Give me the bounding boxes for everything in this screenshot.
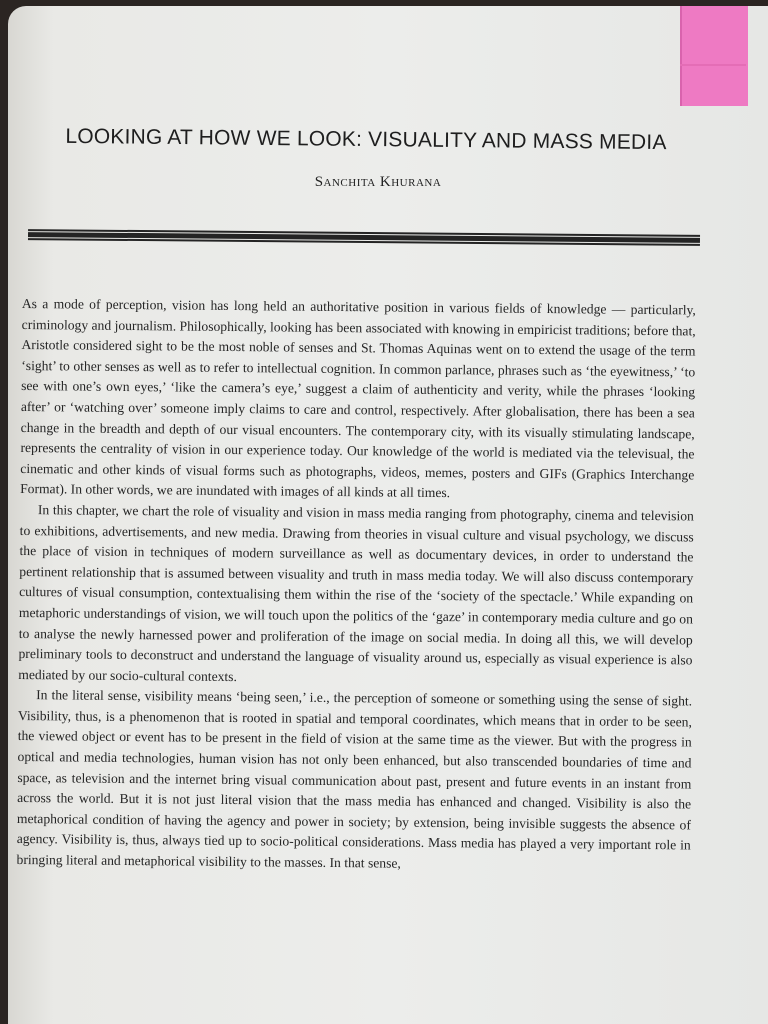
body-paragraph: As a mode of perception, vision has long held an authoritative position in various fields of knowledge — particularly, criminology and journalism. Philosophically, looking has been associated with knowing in empiricist traditions; before that, Aristotle considered sight to be the most noble of senses and St. Thomas Aquinas went on to extend the usage of the term ‘sight’ to other senses as well as to refer to intellectual cognition. In common parlance, phrases such as ‘the eyewitness,’ ‘to see with one’s own eyes,’ ‘like the camera’s eye,’ suggest a claim of authenticity and verity, while the phrases ‘looking after’ or ‘watching over’ someone imply claims to care and control, respectively. After globalisation, there has been a sea change in the breadth and depth of our visual encounters. The contemporary city, with its visually stimulating landscape, represents the centrality of vision in our experience today. Our knowledge of the world is mediated via the televisual, the cinematic and other kinds of visual forms such as photographs, videos, memes, posters and GIFs (Graphics Interchange Format). In other words, we are inundated with images of all kinds at all times. <box>20 295 696 501</box>
body-paragraph: In the literal sense, visibility means ‘being seen,’ i.e., the perception of someone or something using the sense of sight. Visibility, thus, is a phenomenon that is rooted in spatial and temporal coordinates, which means that in order to be seen, the viewed object or event has to be present in the field of vision at the same time as the viewer. But with the progress in optical and media technologies, human vision has not only been enhanced, but also transcended boundaries of time and space, as television and the internet bring visual communication about past, present and future events in an instant from across the world. But it is not just literal vision that the mass media has enhanced and changed. Visibility is also the metaphorical condition of having the agency and power in society; by extension, being invisible suggests the absence of agency. Visibility is, thus, always tied up to socio-political considerations. Mass media has played a very important role in bringing literal and metaphorical visibility to the masses. In that sense, <box>16 687 693 871</box>
chapter-body <box>16 294 696 877</box>
body-paragraph: In this chapter, we chart the role of visuality and vision in mass media ranging from photography, cinema and television to exhibitions, advertisements, and new media. Drawing from theories in visual culture and visual psychology, we discuss the place of vision in techniques of modern surveillance as well as documentary devices, in order to understand the pertinent relationship that is assumed between visuality and truth in mass media today. We will also discuss contemporary cultures of visual consumption, contextualising them within the rise of the ‘society of the spectacle.’ While expanding on metaphoric understandings of vision, we will touch upon the politics of the ‘gaze’ in contemporary media culture and go on to analyse the newly harnessed power and proliferation of the image on social media. In doing all this, we will develop preliminary tools to deconstruct and understand the language of visuality around us, especially as visual experience is also mediated by our socio-cultural contexts. <box>18 502 694 684</box>
book-page <box>8 6 768 1024</box>
sticky-note-fold <box>680 64 746 66</box>
sticky-note-tab <box>680 6 748 106</box>
chapter-author: Sanchita Khurana <box>314 174 442 190</box>
title-divider <box>28 229 700 247</box>
chapter-title: LOOKING AT HOW WE LOOK: VISUALITY AND MASS MEDIA <box>65 124 667 155</box>
